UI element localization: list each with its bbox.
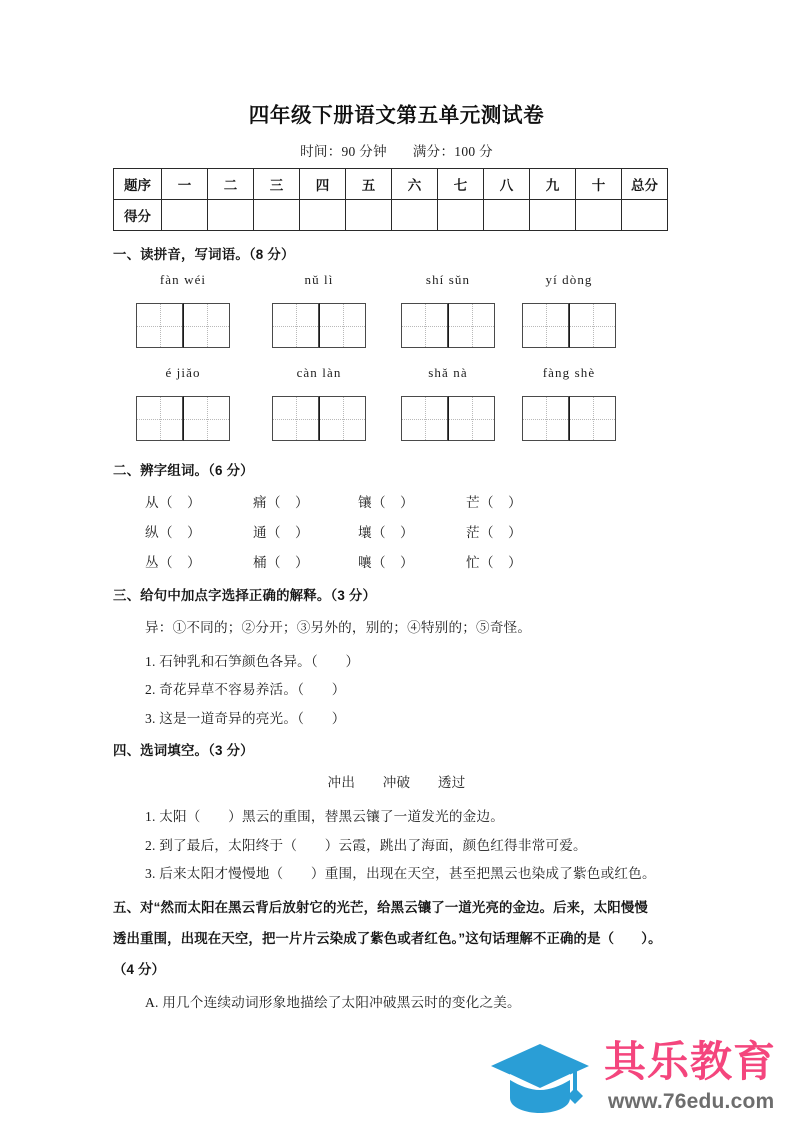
tianzige-cell[interactable] xyxy=(319,303,366,348)
tianzige-cell[interactable] xyxy=(522,303,569,348)
char-word-2-3[interactable]: 壤（ ） xyxy=(358,525,414,540)
char-word-3-1[interactable]: 丛（ ） xyxy=(145,555,201,570)
section-heading-1: 一、读拼音，写词语。（8 分） xyxy=(113,247,295,262)
tianzige-2-2[interactable] xyxy=(272,396,366,441)
tianzige-cell[interactable] xyxy=(448,396,495,441)
char-word-3-4[interactable]: 忙（ ） xyxy=(466,555,522,570)
char-word-2-1[interactable]: 纵（ ） xyxy=(145,525,201,540)
score-cell-total[interactable] xyxy=(622,200,668,231)
char-word-2-2[interactable]: 通（ ） xyxy=(253,525,309,540)
score-cell-10[interactable] xyxy=(576,200,622,231)
char-word-1-1[interactable]: 从（ ） xyxy=(145,495,201,510)
score-cell-8[interactable] xyxy=(484,200,530,231)
pinyin-label-1-3: shí sǔn xyxy=(425,272,471,287)
score-cell-2[interactable] xyxy=(208,200,254,231)
tianzige-2-3[interactable] xyxy=(401,396,495,441)
tianzige-cell[interactable] xyxy=(183,303,230,348)
tianzige-2-4[interactable] xyxy=(522,396,616,441)
section-heading-5-line-3: （4 分） xyxy=(113,962,166,977)
section-heading-5-line-2: 透出重围，出现在天空，把一片片云染成了紫色或者红色。”这句话理解不正确的是（ ）。 xyxy=(113,931,662,946)
score-table-row-label-2: 得分 xyxy=(114,200,162,231)
question-item-3-3[interactable]: 3. 这是一道奇异的亮光。（ ） xyxy=(145,711,346,726)
score-table-col-1: 一 xyxy=(162,169,208,200)
score-cell-7[interactable] xyxy=(438,200,484,231)
definition-line: 异：①不同的；②分开；③另外的，别的；④特别的；⑤奇怪。 xyxy=(145,620,532,635)
tianzige-cell[interactable] xyxy=(319,396,366,441)
graduation-cap-icon xyxy=(488,1040,592,1116)
section-heading-5-line-1: 五、对“然而太阳在黑云背后放射它的光芒，给黑云镶了一道光亮的金边。后来，太阳慢慢 xyxy=(113,900,648,915)
tianzige-cell[interactable] xyxy=(136,396,183,441)
pinyin-label-1-4: yí dòng xyxy=(545,272,593,287)
score-table-col-2: 二 xyxy=(208,169,254,200)
char-word-2-4[interactable]: 茫（ ） xyxy=(466,525,522,540)
score-cell-3[interactable] xyxy=(254,200,300,231)
score-cell-5[interactable] xyxy=(346,200,392,231)
tianzige-cell[interactable] xyxy=(183,396,230,441)
score-cell-9[interactable] xyxy=(530,200,576,231)
pinyin-label-2-2: càn làn xyxy=(296,365,342,380)
tianzige-2-1[interactable] xyxy=(136,396,230,441)
question-item-3-2[interactable]: 2. 奇花异草不容易养活。（ ） xyxy=(145,682,346,697)
tianzige-1-3[interactable] xyxy=(401,303,495,348)
tianzige-cell[interactable] xyxy=(569,396,616,441)
tianzige-cell[interactable] xyxy=(272,396,319,441)
score-table-col-7: 七 xyxy=(438,169,484,200)
score-table-col-8: 八 xyxy=(484,169,530,200)
pinyin-label-2-1: é jiǎo xyxy=(165,365,201,380)
table-row-scores xyxy=(114,200,668,231)
time-label: 时间：90 分钟 xyxy=(300,144,387,159)
tianzige-1-4[interactable] xyxy=(522,303,616,348)
score-table-col-3: 三 xyxy=(254,169,300,200)
pinyin-label-2-4: fàng shè xyxy=(542,365,596,380)
tianzige-1-2[interactable] xyxy=(272,303,366,348)
section-heading-2: 二、辨字组词。（6 分） xyxy=(113,463,254,478)
pinyin-label-1-1: fàn wéi xyxy=(159,272,207,287)
char-word-1-4[interactable]: 芒（ ） xyxy=(466,495,522,510)
question-item-4-3[interactable]: 3. 后来太阳才慢慢地（ ）重围，出现在天空，甚至把黑云也染成了紫色或红色。 xyxy=(145,866,656,881)
char-word-1-3[interactable]: 镶（ ） xyxy=(358,495,414,510)
section-heading-3: 三、给句中加点字选择正确的解释。（3 分） xyxy=(113,588,377,603)
tianzige-cell[interactable] xyxy=(136,303,183,348)
char-word-1-2[interactable]: 痛（ ） xyxy=(253,495,309,510)
option-a[interactable]: A. 用几个连续动词形象地描绘了太阳冲破黑云时的变化之美。 xyxy=(145,995,521,1010)
pinyin-label-1-2: nǔ lì xyxy=(304,272,334,287)
tianzige-cell[interactable] xyxy=(522,396,569,441)
question-item-4-1[interactable]: 1. 太阳（ ）黑云的重围，替黑云镶了一道发光的金边。 xyxy=(145,809,505,824)
section-heading-4: 四、选词填空。（3 分） xyxy=(113,743,254,758)
char-word-3-3[interactable]: 嚷（ ） xyxy=(358,555,414,570)
tianzige-cell[interactable] xyxy=(401,303,448,348)
score-table-col-total: 总分 xyxy=(622,169,668,200)
tianzige-cell[interactable] xyxy=(448,303,495,348)
score-table-col-6: 六 xyxy=(392,169,438,200)
table-row-header xyxy=(114,169,668,200)
word-bank: 冲出 冲破 透过 xyxy=(327,775,466,790)
tianzige-cell[interactable] xyxy=(401,396,448,441)
tianzige-cell[interactable] xyxy=(569,303,616,348)
score-cell-1[interactable] xyxy=(162,200,208,231)
exam-meta xyxy=(0,140,793,160)
logo-brand-text: 其乐教育 xyxy=(604,1038,777,1085)
score-table-col-10: 十 xyxy=(576,169,622,200)
tianzige-1-1[interactable] xyxy=(136,303,230,348)
score-table-row-label-1: 题序 xyxy=(114,169,162,200)
score-table xyxy=(113,168,668,231)
site-logo xyxy=(488,1034,788,1122)
score-cell-4[interactable] xyxy=(300,200,346,231)
score-table-col-5: 五 xyxy=(346,169,392,200)
score-cell-6[interactable] xyxy=(392,200,438,231)
score-table-col-4: 四 xyxy=(300,169,346,200)
pinyin-label-2-3: shǎ nà xyxy=(428,365,468,380)
logo-url-text: www.76edu.com xyxy=(608,1090,775,1113)
tianzige-cell[interactable] xyxy=(272,303,319,348)
score-table-col-9: 九 xyxy=(530,169,576,200)
question-item-3-1[interactable]: 1. 石钟乳和石笋颜色各异。（ ） xyxy=(145,654,360,669)
question-item-4-2[interactable]: 2. 到了最后，太阳终于（ ）云霞，跳出了海面，颜色红得非常可爱。 xyxy=(145,838,587,853)
char-word-3-2[interactable]: 桶（ ） xyxy=(253,555,309,570)
page-title: 四年级下册语文第五单元测试卷 xyxy=(248,104,545,127)
full-score-label: 满分：100 分 xyxy=(412,144,493,159)
